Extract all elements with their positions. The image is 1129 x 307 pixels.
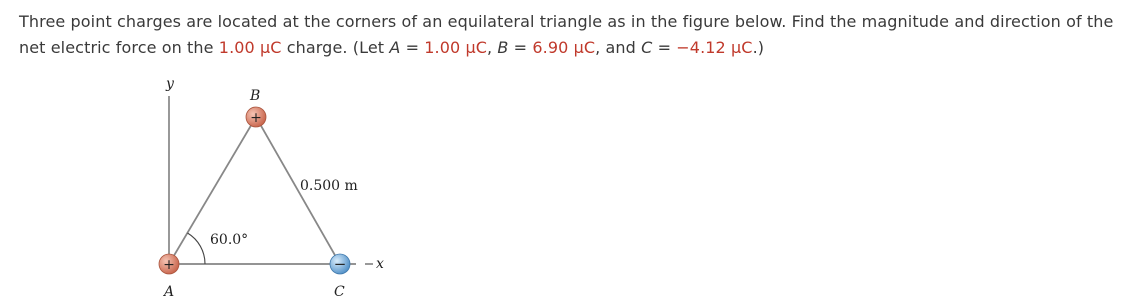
x-axis-label: x (376, 256, 384, 272)
plus-icon: + (250, 110, 262, 126)
target-charge-value: 1.00 μC (218, 38, 282, 57)
angle-arc (188, 233, 206, 264)
plus-icon: + (163, 257, 175, 273)
triangle-figure (140, 72, 420, 304)
charge-b-name: B (497, 38, 509, 57)
angle-label: 60.0° (210, 232, 249, 248)
charge-c-label: C (334, 284, 345, 300)
side-length-label: 0.500 m (300, 178, 358, 194)
problem-statement (19, 9, 1119, 61)
charge-a-name: A (389, 38, 401, 57)
charge-c-name: C (641, 38, 653, 57)
charge-b-label: B (250, 88, 261, 104)
y-axis-label: y (166, 76, 174, 92)
charge-b-value: 6.90 μC (532, 38, 596, 57)
minus-icon: − (333, 255, 347, 273)
equals-sign: = (508, 38, 533, 57)
separator: , (487, 38, 498, 57)
problem-end: .) (752, 38, 765, 57)
problem-text: charge. (Let (281, 38, 390, 57)
equals-sign: = (652, 38, 677, 57)
equals-sign: = (400, 38, 425, 57)
problem-intro: Three point charges are located at the corners of an equilateral triangle as in the figure below. Find the magnitude and direction of the net electric force on the (19, 12, 1114, 57)
separator: , and (595, 38, 642, 57)
charge-a-value: 1.00 μC (424, 38, 488, 57)
charge-c-value: −4.12 μC (676, 38, 753, 57)
charge-a-label: A (164, 284, 175, 300)
